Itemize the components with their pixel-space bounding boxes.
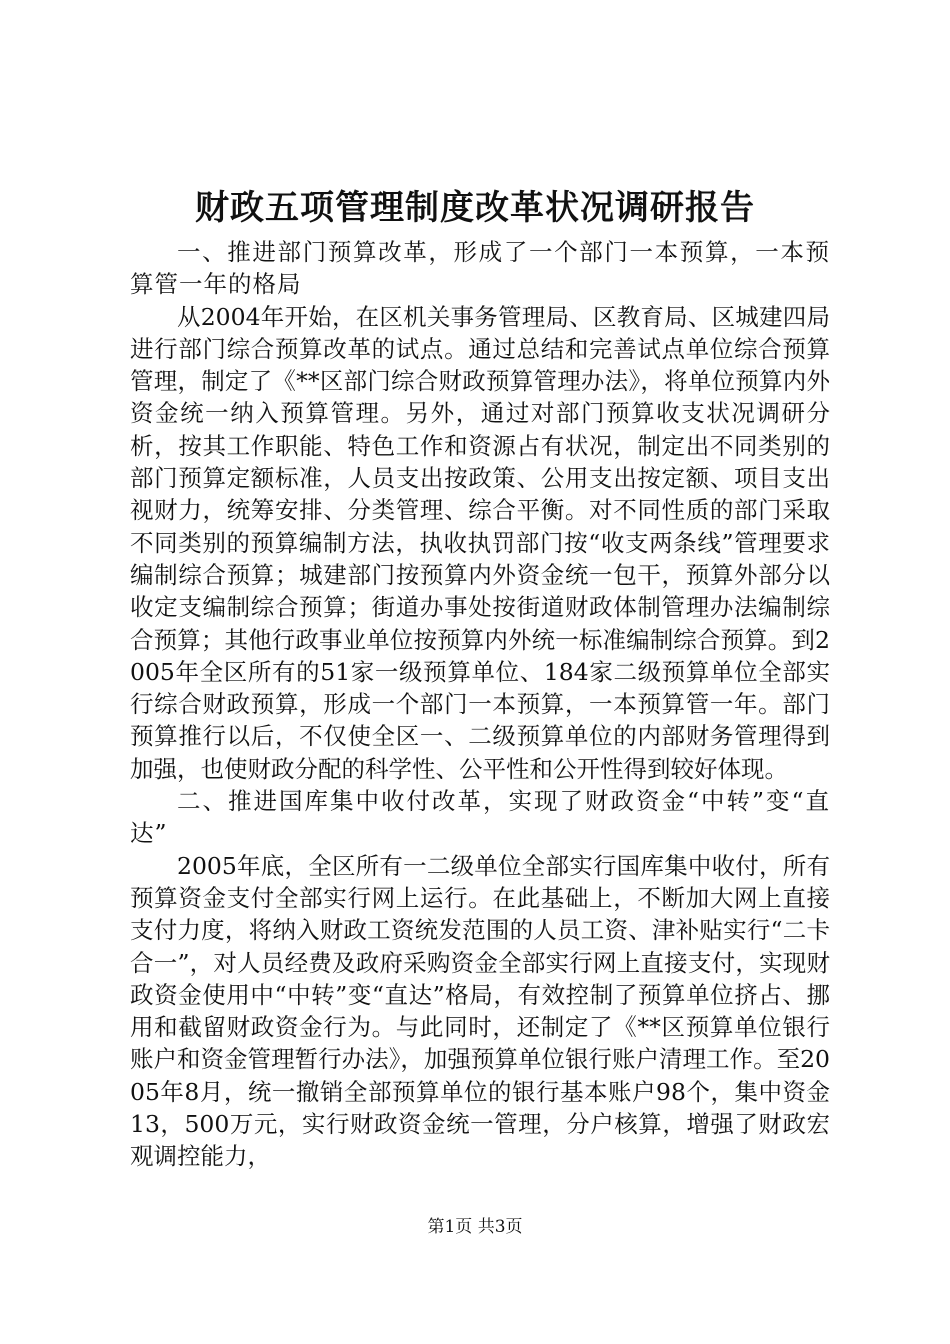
document-title: 财政五项管理制度改革状况调研报告 xyxy=(195,188,755,228)
body-paragraph-2: 2005年底，全区所有一二级单位全部实行国库集中收付，所有预算资金支付全部实行网上运行。在此基础上，不断加大网上直接支付力度，将纳入财政工资统发范围的人员工资、津补贴实行“二卡合一”，对人员经费及政府采购资金全部实行网上直接支付，实现财政资金使用中“中转”变“直达”格局，有效控制了预算单位挤占、挪用和截留财政资金行为。与此同时，还制定了《**区预算单位银行账户和资金管理暂行办法》，加强预算单位银行账户清理工作。至2005年8月，统一撤销全部预算单位的银行基本账户98个，集中资金13，500万元，实行财政资金统一管理，分户核算，增强了财政宏观调控能力， xyxy=(130,851,830,1171)
document-body xyxy=(130,236,830,1173)
section-heading-2: 二、推进国库集中收付改革，实现了财政资金“中转”变“直达” xyxy=(130,787,830,848)
body-paragraph-1: 从2004年开始，在区机关事务管理局、区教育局、区城建四局进行部门综合预算改革的试点。通过总结和完善试点单位综合预算管理，制定了《**区部门综合财政预算管理办法》，将单位预算内外资金统一纳入预算管理。另外，通过对部门预算收支状况调研分析，按其工作职能、特色工作和资源占有状况，制定出不同类别的部门预算定额标准，人员支出按政策、公用支出按定额、项目支出视财力，统筹安排、分类管理、综合平衡。对不同性质的部门采取不同类别的预算编制方法，执收执罚部门按“收支两条线”管理要求编制综合预算；城建部门按预算内外资金统一包干，预算外部分以收定支编制综合预算；街道办事处按街道财政体制管理办法编制综合预算；其他行政事业单位按预算内外统一标准编制综合预算。到2005年全区所有的51家一级预算单位、184家二级预算单位全部实行综合财政预算，形成一个部门一本预算，一本预算管一年。部门预算推行以后，不仅使全区一、二级预算单位的内部财务管理得到加强，也使财政分配的科学性、公平性和公开性得到较好体现。 xyxy=(130,302,830,783)
section-heading-1: 一、推进部门预算改革，形成了一个部门一本预算，一本预算管一年的格局 xyxy=(130,238,830,299)
page-number-footer: 第1页 共3页 xyxy=(427,1217,523,1237)
